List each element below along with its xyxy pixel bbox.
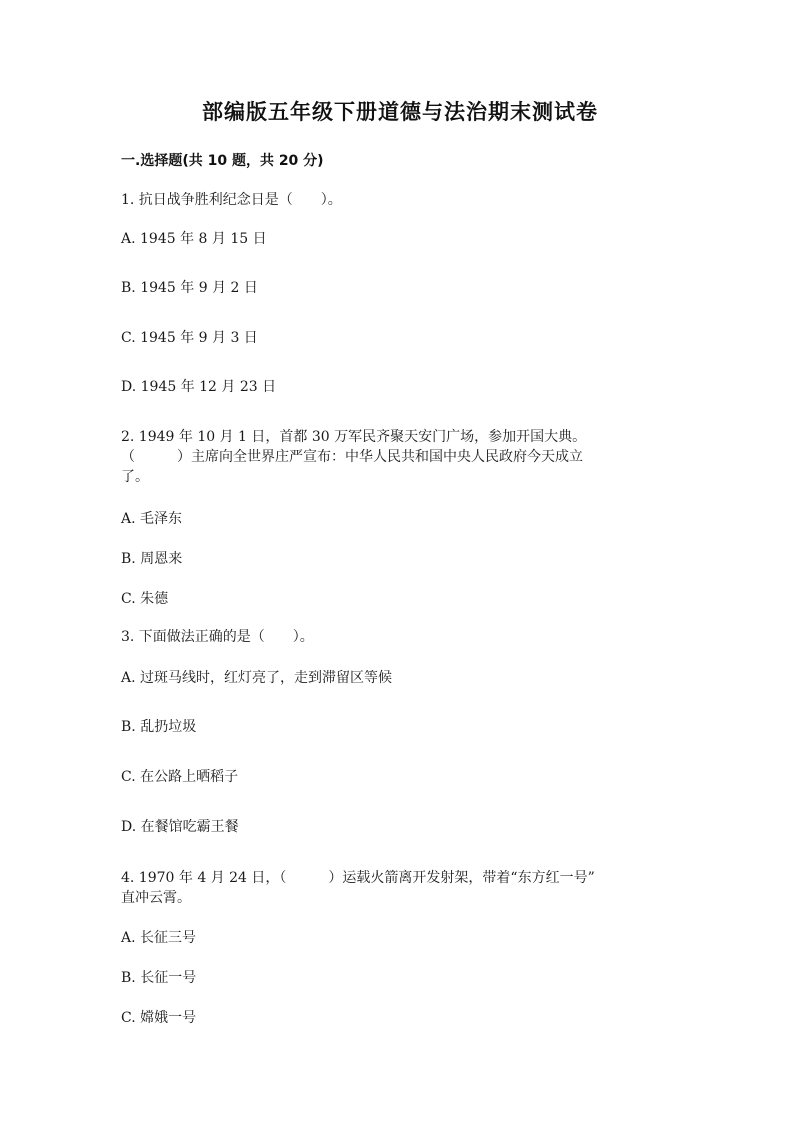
question-3-option-b: B. 乱扔垃圾 — [121, 719, 197, 735]
question-2-option-c: C. 朱德 — [121, 591, 169, 607]
question-3-option-a: A. 过斑马线时，红灯亮了，走到滞留区等候 — [121, 670, 393, 686]
question-3-option-c: C. 在公路上晒稻子 — [121, 769, 239, 785]
question-1-option-c: C. 1945 年 9 月 3 日 — [121, 330, 258, 346]
section-heading: 一.选择题(共 10 题，共 20 分) — [121, 153, 324, 169]
question-1-option-d: D. 1945 年 12 月 23 日 — [121, 379, 277, 395]
question-2-stem-line-2: （ ）主席向全世界庄严宣布：中华人民共和国中央人民政府今天成立 — [121, 449, 583, 465]
question-3-stem: 3. 下面做法正确的是（ ）。 — [121, 629, 314, 645]
question-4-option-a: A. 长征三号 — [121, 930, 197, 946]
page-title: 部编版五年级下册道德与法治期末测试卷 — [202, 100, 598, 124]
question-4-option-c: C. 嫦娥一号 — [121, 1010, 197, 1026]
question-4-option-b: B. 长征一号 — [121, 970, 197, 986]
question-4-stem-line-2: 直冲云霄。 — [121, 890, 191, 906]
question-3-option-d: D. 在餐馆吃霸王餐 — [121, 819, 239, 835]
question-2-stem-line-3: 了。 — [121, 469, 149, 485]
question-4-stem-line-1: 4. 1970 年 4 月 24 日，（ ）运载火箭离开发射架，带着“东方红一号” — [121, 870, 595, 886]
question-2-stem-line-1: 2. 1949 年 10 月 1 日，首都 30 万军民齐聚天安门广场，参加开国大典。 — [121, 429, 587, 445]
question-2-option-a: A. 毛泽东 — [121, 511, 183, 527]
question-1-option-b: B. 1945 年 9 月 2 日 — [121, 280, 258, 296]
question-1-option-a: A. 1945 年 8 月 15 日 — [121, 231, 267, 247]
question-1-stem: 1. 抗日战争胜利纪念日是（ ）。 — [121, 192, 342, 208]
question-2-option-b: B. 周恩来 — [121, 551, 183, 567]
